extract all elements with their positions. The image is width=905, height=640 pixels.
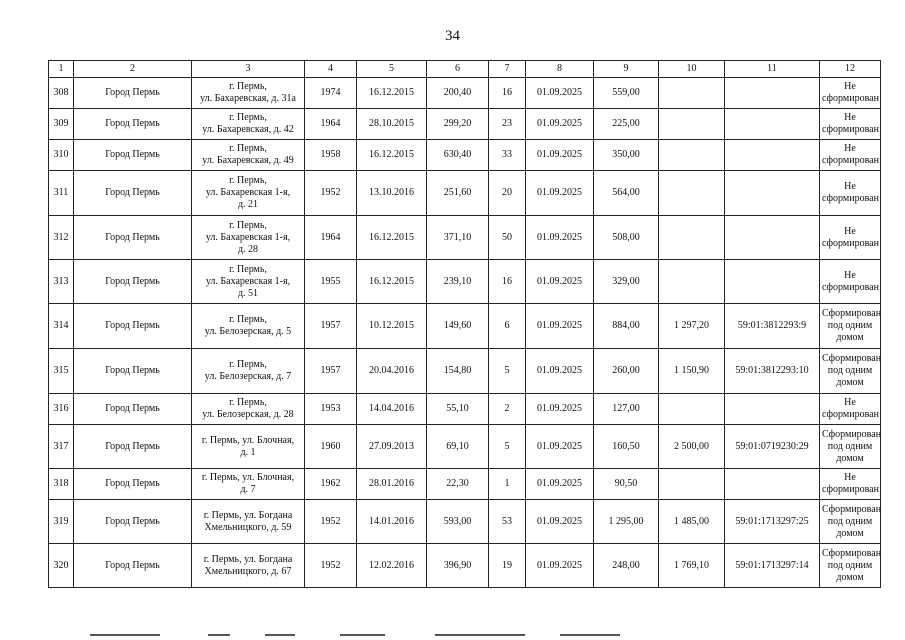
status-cell (820, 140, 881, 171)
cadastral-number-cell (725, 260, 820, 304)
status-cell (820, 171, 881, 216)
value-10-cell: 1 485,00 (659, 500, 725, 544)
address-cell (192, 544, 305, 588)
address-line: г. Пермь, (229, 263, 267, 275)
status-line: Сформирован (822, 503, 882, 515)
build-year-cell: 1957 (305, 304, 357, 349)
area-cell: 55,10 (427, 394, 489, 425)
build-year-cell: 1964 (305, 216, 357, 260)
value-10-cell: 2 500,00 (659, 425, 725, 469)
deadline-cell: 01.09.2025 (526, 216, 594, 260)
address-line: д. 28 (237, 243, 259, 255)
date-cell: 16.12.2015 (357, 216, 427, 260)
status-cell (820, 216, 881, 260)
status-line: под одним (827, 320, 873, 331)
table-row (49, 469, 881, 500)
address-line: г. Пермь, ул. Богдана (203, 553, 293, 565)
table-row (49, 140, 881, 171)
value-10-cell: 1 297,20 (659, 304, 725, 349)
status-line: под одним (827, 559, 873, 571)
row-number-cell: 315 (49, 349, 74, 394)
deadline-cell: 01.09.2025 (526, 109, 594, 140)
table-row (49, 109, 881, 140)
municipality-cell: Город Пермь (74, 349, 192, 394)
address-line: г. Пермь, (229, 359, 267, 370)
table-row (49, 78, 881, 109)
address-line: ул. Белозерская, д. 5 (204, 326, 292, 337)
date-cell: 10.12.2015 (357, 304, 427, 349)
address-line: г. Пермь, ул. Блочная, (201, 472, 295, 483)
value-9-cell: 90,50 (594, 469, 659, 500)
area-cell: 200,40 (427, 78, 489, 109)
status-cell (820, 425, 881, 469)
status-line: сформирован (822, 193, 879, 204)
status-line: сформирован (822, 93, 879, 104)
status-line: Не (844, 143, 856, 154)
status-line: домом (836, 377, 864, 388)
count-cell: 33 (489, 140, 526, 171)
status-cell (820, 78, 881, 109)
municipality-cell: Город Пермь (74, 394, 192, 425)
row-number-cell: 308 (49, 78, 74, 109)
table-row (49, 304, 881, 349)
municipality-cell: Город Пермь (74, 500, 192, 544)
table-row (49, 500, 881, 544)
count-cell: 1 (489, 469, 526, 500)
address-line: г. Пермь, (229, 314, 267, 325)
status-line: Сформирован (822, 428, 882, 440)
municipality-cell: Город Пермь (74, 260, 192, 304)
address-line: г. Пермь, (229, 219, 267, 231)
cadastral-number-cell: 59:01:1713297:14 (725, 544, 820, 588)
status-line: Сформирован (822, 308, 882, 319)
column-header: 4 (305, 61, 357, 78)
column-header: 10 (659, 61, 725, 78)
status-line: Сформирован (822, 353, 882, 364)
cadastral-number-cell (725, 140, 820, 171)
row-number-cell: 316 (49, 394, 74, 425)
page-number: 34 (445, 28, 460, 44)
count-cell: 16 (489, 260, 526, 304)
status-cell (820, 544, 881, 588)
address-line: ул. Бахаревская 1-я, (205, 231, 291, 243)
date-cell: 16.12.2015 (357, 78, 427, 109)
status-line: Не (844, 472, 856, 483)
count-cell: 20 (489, 171, 526, 216)
status-line: домом (836, 527, 864, 539)
count-cell: 19 (489, 544, 526, 588)
status-line: Не (844, 181, 856, 192)
row-number-cell: 320 (49, 544, 74, 588)
column-header: 11 (725, 61, 820, 78)
status-line: сформирован (822, 484, 879, 495)
date-cell: 14.04.2016 (357, 394, 427, 425)
address-line: ул. Бахаревская, д. 31а (200, 93, 296, 104)
row-number-cell: 312 (49, 216, 74, 260)
build-year-cell: 1960 (305, 425, 357, 469)
value-9-cell: 127,00 (594, 394, 659, 425)
address-cell (192, 425, 305, 469)
cadastral-number-cell: 59:01:3812293:9 (725, 304, 820, 349)
value-10-cell: 1 150,90 (659, 349, 725, 394)
cadastral-number-cell (725, 171, 820, 216)
column-header: 8 (526, 61, 594, 78)
column-header: 6 (427, 61, 489, 78)
municipality-cell: Город Пермь (74, 425, 192, 469)
cadastral-number-cell: 59:01:1713297:25 (725, 500, 820, 544)
table-body (49, 78, 881, 588)
deadline-cell: 01.09.2025 (526, 140, 594, 171)
row-number-cell: 314 (49, 304, 74, 349)
area-cell: 593,00 (427, 500, 489, 544)
area-cell: 22,30 (427, 469, 489, 500)
municipality-cell: Город Пермь (74, 469, 192, 500)
value-10-cell (659, 78, 725, 109)
address-cell (192, 304, 305, 349)
column-header: 2 (74, 61, 192, 78)
address-cell (192, 500, 305, 544)
status-line: Не (844, 225, 856, 237)
value-9-cell: 225,00 (594, 109, 659, 140)
row-number-cell: 310 (49, 140, 74, 171)
value-9-cell: 260,00 (594, 349, 659, 394)
address-line: г. Пермь, ул. Блочная, (201, 434, 295, 446)
value-10-cell (659, 140, 725, 171)
status-cell (820, 500, 881, 544)
address-line: г. Пермь, (229, 397, 267, 408)
value-10-cell (659, 171, 725, 216)
value-10-cell (659, 260, 725, 304)
header-row (49, 61, 881, 78)
count-cell: 6 (489, 304, 526, 349)
address-cell (192, 140, 305, 171)
build-year-cell: 1958 (305, 140, 357, 171)
date-cell: 12.02.2016 (357, 544, 427, 588)
status-cell (820, 260, 881, 304)
address-cell (192, 78, 305, 109)
status-line: Сформирован (822, 547, 882, 559)
address-line: д. 7 (240, 484, 256, 495)
value-9-cell: 350,00 (594, 140, 659, 171)
area-cell: 630,40 (427, 140, 489, 171)
column-header: 9 (594, 61, 659, 78)
date-cell: 16.12.2015 (357, 260, 427, 304)
value-9-cell: 329,00 (594, 260, 659, 304)
deadline-cell: 01.09.2025 (526, 500, 594, 544)
row-number-cell: 319 (49, 500, 74, 544)
count-cell: 23 (489, 109, 526, 140)
status-cell (820, 394, 881, 425)
address-line: г. Пермь, (229, 175, 267, 186)
date-cell: 28.10.2015 (357, 109, 427, 140)
address-line: г. Пермь, ул. Богдана (203, 509, 293, 521)
value-10-cell (659, 109, 725, 140)
area-cell: 251,60 (427, 171, 489, 216)
row-number-cell: 311 (49, 171, 74, 216)
deadline-cell: 01.09.2025 (526, 260, 594, 304)
address-cell (192, 394, 305, 425)
value-9-cell: 559,00 (594, 78, 659, 109)
municipality-cell: Город Пермь (74, 304, 192, 349)
address-cell (192, 469, 305, 500)
footer-rule-fragments (90, 634, 650, 637)
address-line: ул. Белозерская, д. 7 (204, 371, 292, 382)
address-line: г. Пермь, (229, 143, 267, 154)
deadline-cell: 01.09.2025 (526, 469, 594, 500)
address-cell (192, 260, 305, 304)
deadline-cell: 01.09.2025 (526, 425, 594, 469)
address-line: ул. Бахаревская 1-я, (205, 187, 291, 198)
value-10-cell (659, 394, 725, 425)
status-line: под одним (827, 440, 873, 452)
date-cell: 16.12.2015 (357, 140, 427, 171)
value-9-cell: 1 295,00 (594, 500, 659, 544)
count-cell: 2 (489, 394, 526, 425)
row-number-cell: 317 (49, 425, 74, 469)
build-year-cell: 1952 (305, 171, 357, 216)
table-row (49, 544, 881, 588)
value-10-cell: 1 769,10 (659, 544, 725, 588)
date-cell: 28.01.2016 (357, 469, 427, 500)
build-year-cell: 1957 (305, 349, 357, 394)
address-cell (192, 109, 305, 140)
cadastral-number-cell: 59:01:3812293:10 (725, 349, 820, 394)
date-cell: 14.01.2016 (357, 500, 427, 544)
table-row (49, 394, 881, 425)
status-line: домом (836, 571, 864, 583)
deadline-cell: 01.09.2025 (526, 78, 594, 109)
deadline-cell: 01.09.2025 (526, 349, 594, 394)
status-line: под одним (827, 365, 873, 376)
address-line: Хмельницкого, д. 67 (204, 565, 292, 577)
table-row (49, 425, 881, 469)
status-line: сформирован (822, 124, 879, 135)
municipality-cell: Город Пермь (74, 171, 192, 216)
build-year-cell: 1952 (305, 544, 357, 588)
cadastral-number-cell (725, 394, 820, 425)
cadastral-number-cell (725, 469, 820, 500)
address-cell (192, 171, 305, 216)
status-line: Не (844, 269, 856, 281)
municipality-cell: Город Пермь (74, 544, 192, 588)
status-line: сформирован (822, 409, 879, 420)
status-line: Не (844, 397, 856, 408)
registry-table (48, 60, 881, 588)
address-line: д. 21 (237, 199, 259, 210)
column-header: 12 (820, 61, 881, 78)
status-cell (820, 349, 881, 394)
address-line: д. 51 (237, 287, 259, 299)
row-number-cell: 313 (49, 260, 74, 304)
build-year-cell: 1962 (305, 469, 357, 500)
status-line: Не (844, 81, 856, 92)
municipality-cell: Город Пермь (74, 109, 192, 140)
address-cell (192, 216, 305, 260)
address-line: ул. Бахаревская, д. 49 (202, 155, 294, 166)
build-year-cell: 1953 (305, 394, 357, 425)
area-cell: 69,10 (427, 425, 489, 469)
address-line: д. 1 (240, 446, 256, 458)
cadastral-number-cell (725, 78, 820, 109)
count-cell: 16 (489, 78, 526, 109)
count-cell: 53 (489, 500, 526, 544)
table-row (49, 349, 881, 394)
address-line: г. Пермь, (229, 112, 267, 123)
count-cell: 50 (489, 216, 526, 260)
area-cell: 149,60 (427, 304, 489, 349)
table-row (49, 260, 881, 304)
value-9-cell: 160,50 (594, 425, 659, 469)
deadline-cell: 01.09.2025 (526, 171, 594, 216)
row-number-cell: 318 (49, 469, 74, 500)
municipality-cell: Город Пермь (74, 140, 192, 171)
status-cell (820, 109, 881, 140)
date-cell: 20.04.2016 (357, 349, 427, 394)
column-header: 3 (192, 61, 305, 78)
address-line: г. Пермь, (229, 81, 267, 92)
area-cell: 154,80 (427, 349, 489, 394)
status-line: сформирован (822, 155, 879, 166)
value-10-cell (659, 469, 725, 500)
build-year-cell: 1955 (305, 260, 357, 304)
table-row (49, 171, 881, 216)
deadline-cell: 01.09.2025 (526, 544, 594, 588)
cadastral-number-cell (725, 109, 820, 140)
cadastral-number-cell: 59:01:0719230:29 (725, 425, 820, 469)
status-cell (820, 469, 881, 500)
status-line: домом (836, 332, 864, 343)
row-number-cell: 309 (49, 109, 74, 140)
address-cell (192, 349, 305, 394)
column-header: 7 (489, 61, 526, 78)
build-year-cell: 1974 (305, 78, 357, 109)
municipality-cell: Город Пермь (74, 216, 192, 260)
value-9-cell: 248,00 (594, 544, 659, 588)
deadline-cell: 01.09.2025 (526, 394, 594, 425)
build-year-cell: 1964 (305, 109, 357, 140)
count-cell: 5 (489, 349, 526, 394)
date-cell: 27.09.2013 (357, 425, 427, 469)
status-line: Не (844, 112, 856, 123)
value-9-cell: 884,00 (594, 304, 659, 349)
column-header: 1 (49, 61, 74, 78)
date-cell: 13.10.2016 (357, 171, 427, 216)
status-cell (820, 304, 881, 349)
build-year-cell: 1952 (305, 500, 357, 544)
municipality-cell: Город Пермь (74, 78, 192, 109)
cadastral-number-cell (725, 216, 820, 260)
status-line: домом (836, 452, 864, 464)
area-cell: 239,10 (427, 260, 489, 304)
table-row (49, 216, 881, 260)
deadline-cell: 01.09.2025 (526, 304, 594, 349)
status-line: сформирован (822, 281, 879, 293)
column-header: 5 (357, 61, 427, 78)
value-9-cell: 508,00 (594, 216, 659, 260)
status-line: сформирован (822, 237, 879, 249)
area-cell: 396,90 (427, 544, 489, 588)
value-9-cell: 564,00 (594, 171, 659, 216)
status-line: под одним (827, 515, 873, 527)
count-cell: 5 (489, 425, 526, 469)
address-line: ул. Белозерская, д. 28 (202, 409, 294, 420)
area-cell: 299,20 (427, 109, 489, 140)
address-line: Хмельницкого, д. 59 (204, 521, 292, 533)
area-cell: 371,10 (427, 216, 489, 260)
address-line: ул. Бахаревская, д. 42 (202, 124, 294, 135)
value-10-cell (659, 216, 725, 260)
address-line: ул. Бахаревская 1-я, (205, 275, 291, 287)
